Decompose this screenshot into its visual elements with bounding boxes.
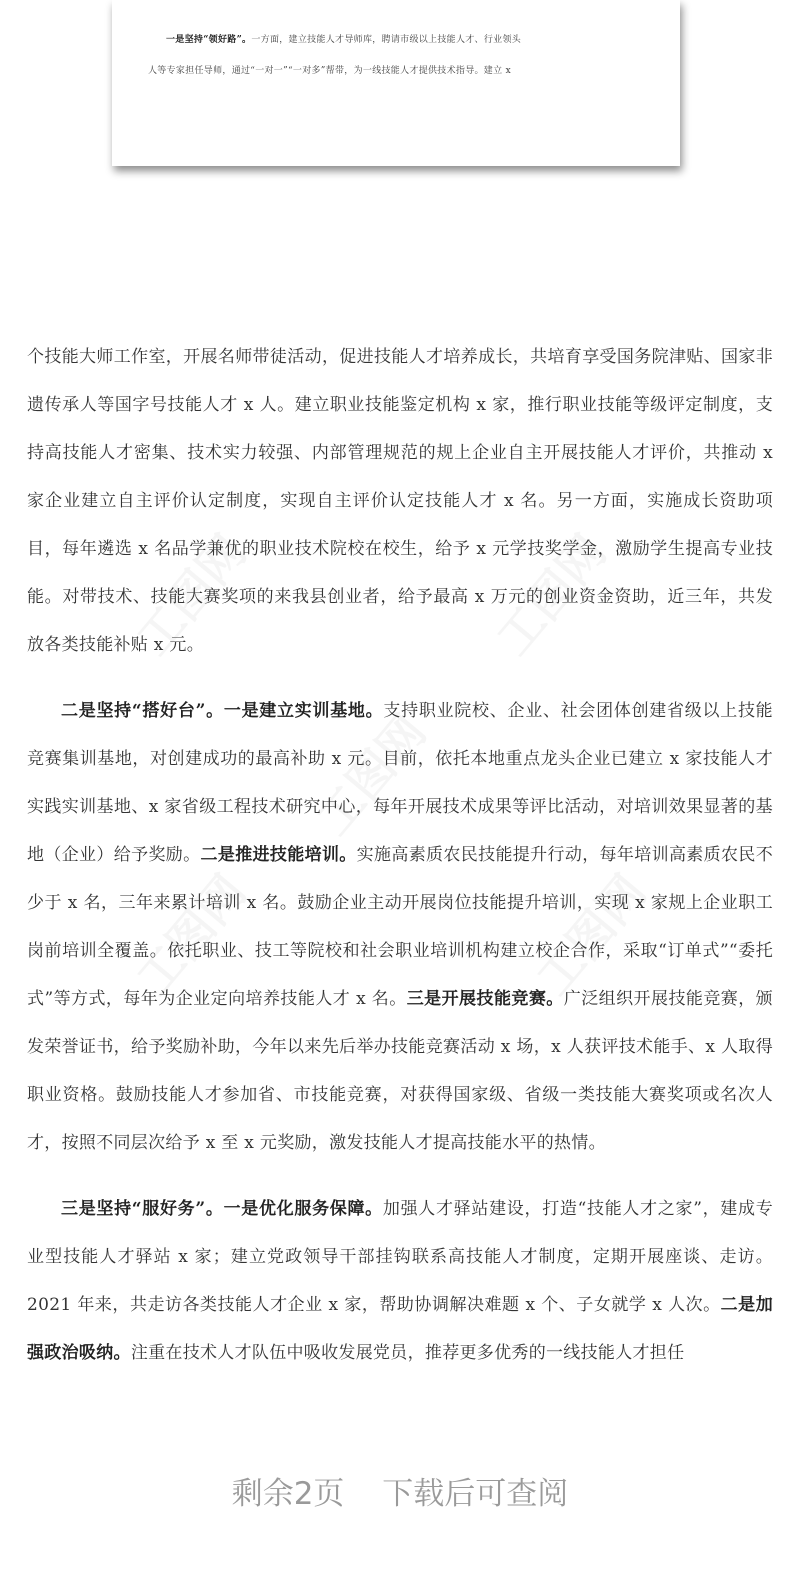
download-prompt[interactable] [0, 1468, 800, 1513]
preview-line-1 [112, 25, 680, 56]
bold-heading: 一是坚持“领好路”。 [166, 35, 252, 45]
bold-heading: 三是开展技能竞赛。 [406, 989, 564, 1009]
paragraph [27, 687, 773, 1167]
bold-heading: 二是坚持“搭好台”。一是建立实训基地。 [61, 701, 384, 721]
bold-heading: 二是推进技能培训。 [200, 845, 357, 865]
download-to-view-label: 下载后可查阅 [382, 1476, 569, 1512]
preview-line-2: 人等专家担任导师，通过“一对一”“一对多”帮带，为一线技能人才提供技术指导。建立 x [148, 66, 511, 76]
paragraph-text: 广泛组织开展技能竞赛，颁发荣誉证书，给予奖励补助，今年以来先后举办技能竞赛活动 x 场，x 人获评技术能手、x 人取得职业资格。鼓励技能人才参加省、市技能竞赛，对获得国家级、省级一类技能大赛奖项或名次人才，按照不同层次给予 x 至 x 元奖励，激发技能人才提高技能水平的热情。 [27, 989, 773, 1153]
remaining-pages-label: 剩余2页 [231, 1476, 345, 1512]
preview-text: 一方面，建立技能人才导师库，聘请市级以上技能人才、行业领头 [251, 35, 522, 45]
paragraph-text: 实施高素质农民技能提升行动，每年培训高素质农民不少于 x 名，三年来累计培训 x 名。鼓励企业主动开展岗位技能提升培训，实现 x 家规上企业职工岗前培训全覆盖。依托职业、技工等院校和社会职业培训机构建立校企合作，采取“订单式”“委托式”等方式，每年为企业定向培养技能人才 x 名。 [27, 845, 774, 1009]
document-body [27, 333, 773, 1395]
paragraph-text: 个技能大师工作室，开展名师带徒活动，促进技能人才培养成长，共培育享受国务院津贴、国家非遗传承人等国字号技能人才 x 人。建立职业技能鉴定机构 x 家，推行职业技能等级评定制度，支持高技能人才密集、技术实力较强、内部管理规范的规上企业自主开展技能人才评价，共推动 x 家企业建立自主评价认定制度，实现自主评价认定技能人才 x 名。另一方面，实施成长资助项目，每年遴选 x 名品学兼优的职业技术院校在校生，给予 x 元学技奖学金，激励学生提高专业技能。对带技术、技能大赛奖项的来我县创业者，给予最高 x 万元的创业资金资助，近三年，共发放各类技能补贴 x 元。 [27, 347, 773, 655]
bold-heading: 二是加强政治吸纳。 [27, 1295, 773, 1363]
document-preview-card [112, 0, 680, 166]
paragraph-text: 注重在技术人才队伍中吸收发展党员，推荐更多优秀的一线技能人才担任 [130, 1343, 685, 1363]
bold-heading: 三是坚持“服好务”。一是优化服务保障。 [61, 1199, 383, 1219]
paragraph-text: 支持职业院校、企业、社会团体创建省级以上技能竞赛集训基地，对创建成功的最高补助 x 元。目前，依托本地重点龙头企业已建立 x 家技能人才实践实训基地、x 家省级工程技术研究中心，每年开展技术成果等评比活动，对培训效果显著的基地（企业）给予奖励。 [27, 701, 773, 865]
paragraph [27, 1185, 773, 1377]
paragraph [27, 333, 773, 669]
paragraph-text: 加强人才驿站建设，打造“技能人才之家”，建成专业型技能人才驿站 x 家；建立党政领导干部挂钩联系高技能人才制度，定期开展座谈、走访。2021 年来，共走访各类技能人才企业 x 家，帮助协调解决难题 x 个、子女就学 x 人次。 [27, 1199, 773, 1315]
